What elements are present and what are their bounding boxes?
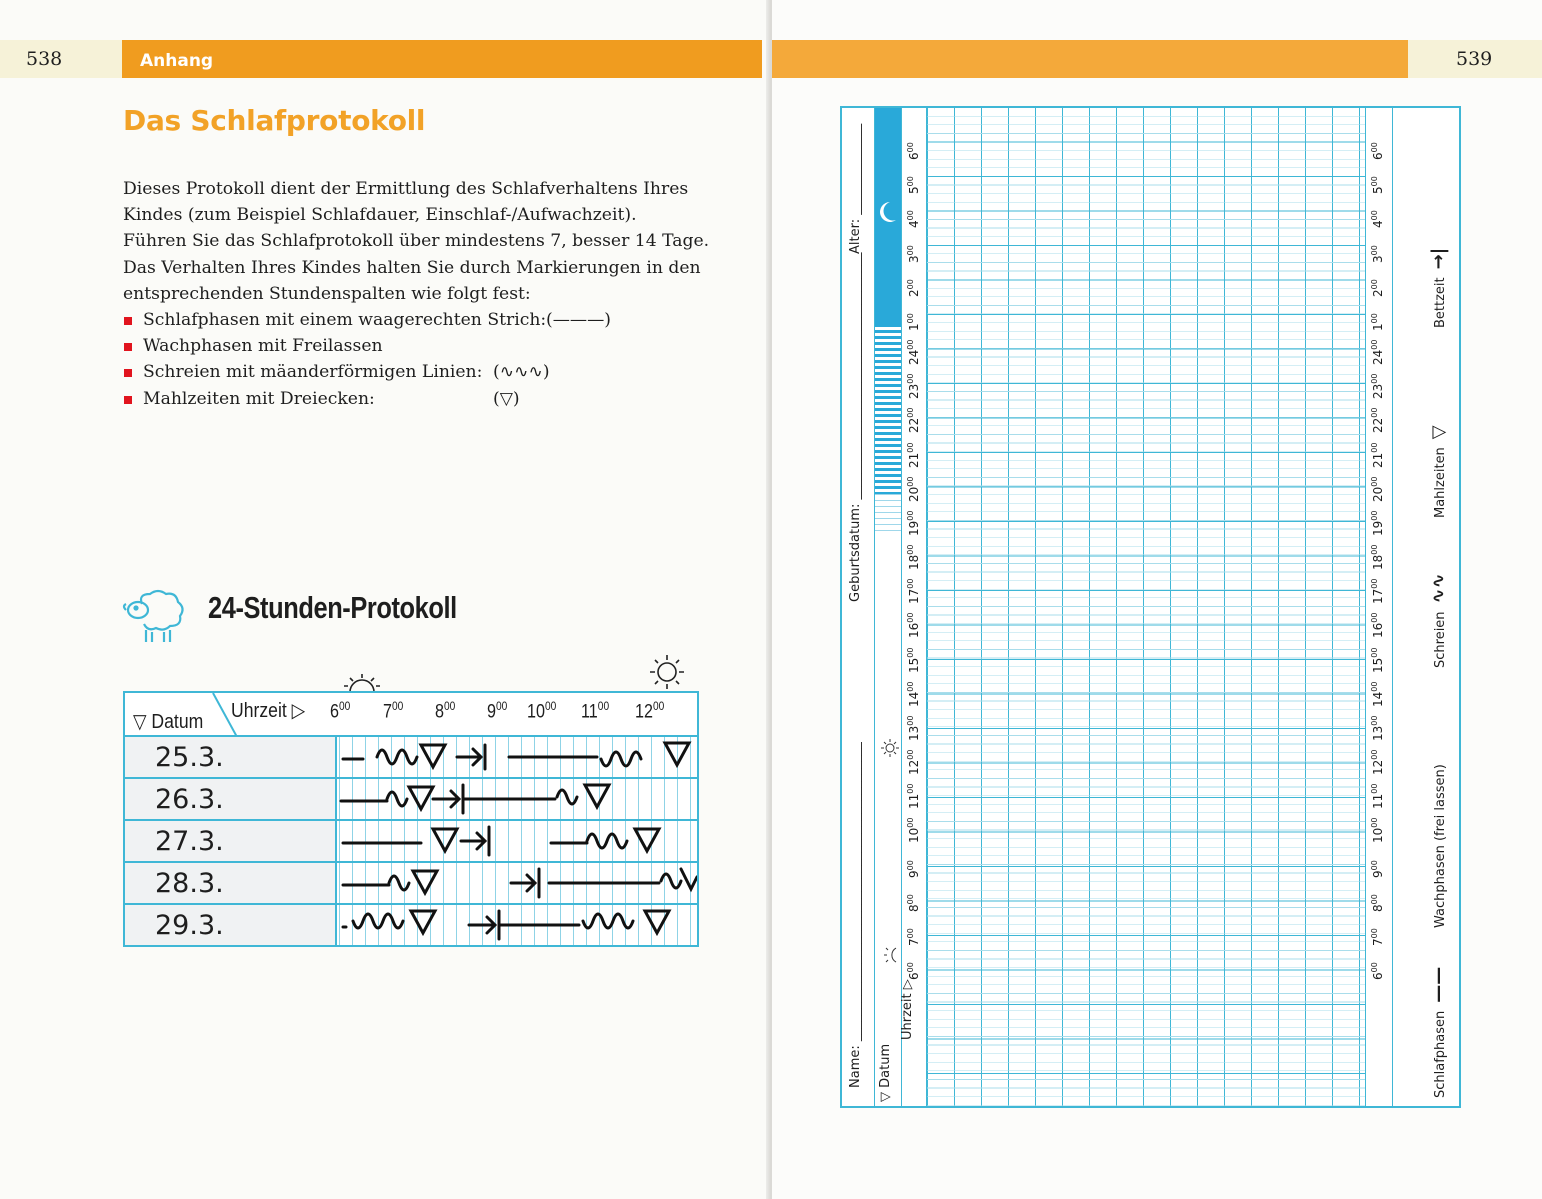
moon-icon [878,200,898,224]
hour-tick-label: $8^{00}$ [1370,893,1385,912]
hour-tick-label: $12^{00}$ [906,749,921,775]
hour-tick-label: $13^{00}$ [906,715,921,741]
handwritten-marks [339,737,697,777]
legend-item: Mahlzeiten▽ [1428,425,1449,518]
intro-line: Das Verhalten Ihres Kindes halten Sie durch Markierungen in den [123,257,701,278]
hour-tick-label: $11^{00}$ [1370,783,1385,810]
date-header: ▽ Datum [133,711,204,733]
hour-tick-label: $24^{00}$ [1370,339,1385,365]
hour-tick-label: $5^{00}$ [906,176,921,195]
entry-grid [927,108,1365,1106]
handwritten-marks [339,779,697,819]
hour-label: $7^{00}$ [383,699,404,723]
hour-tick-label: $9^{00}$ [906,859,921,878]
hour-tick-label: $15^{00}$ [1370,647,1385,673]
handwritten-marks [339,821,697,861]
page-title: Das Schlafprotokoll [123,104,426,137]
hour-tick-label: $4^{00}$ [906,210,921,229]
hour-tick-label: $23^{00}$ [1370,373,1385,400]
hour-tick-label: $2^{00}$ [1370,278,1385,297]
hour-tick-label: $22^{00}$ [906,407,921,434]
blank-protocol-sheet [840,106,1461,1108]
date-cell: 29.3. [125,905,337,945]
time-header: Uhrzeit ▷ [231,700,306,722]
hour-tick-label: $9^{00}$ [1370,859,1385,878]
hour-label: $10^{00}$ [527,699,557,723]
bullet-square-icon [124,369,132,377]
intro-line: Führen Sie das Schlafprotokoll über mindestens 7, besser 14 Tage. [123,231,710,252]
hour-tick-label: $6^{00}$ [906,962,921,980]
table-row [125,819,697,861]
date-cell: 28.3. [125,863,337,903]
hour-tick-label: $6^{00}$ [906,142,921,160]
section-label: Anhang [140,51,214,71]
legend-item: Schlafphasen—— [1428,966,1449,1098]
page-number: 539 [1456,48,1493,70]
name-label: Name: ______________________________________________ [848,742,863,1088]
legend-item: Bettzeit→| [1428,247,1449,328]
hour-tick-label: $23^{00}$ [906,373,921,400]
hour-tick-label: $5^{00}$ [1370,176,1385,195]
hour-tick-label: $3^{00}$ [1370,244,1385,263]
table-row [125,861,697,903]
table-row [125,903,697,945]
hour-label: $12^{00}$ [635,699,665,723]
dusk-bar [875,494,901,534]
hour-tick-label: $17^{00}$ [906,578,921,605]
sun-icon [880,738,900,758]
bullet-item: Schlafphasen mit einem waagerechten Strich: (———) [123,307,723,333]
bullet-item: Mahlzeiten mit Dreiecken: (▽) [123,386,723,412]
hour-tick-label: $18^{00}$ [906,544,921,570]
hour-tick-label: $14^{00}$ [1370,681,1385,707]
symbol-wave: (∿∿∿) [493,362,550,383]
hour-label: $9^{00}$ [487,699,508,723]
intro-line: Kindes (zum Beispiel Schlafdauer, Einschlaf-/Aufwachzeit). [123,205,637,226]
table-row [125,777,697,819]
hour-label: $11^{00}$ [581,699,610,723]
bullet-item: Schreien mit mäanderförmigen Linien: (∿∿∿) [123,359,723,385]
hour-tick-label: $2^{00}$ [906,278,921,297]
age-label: Alter: ______________ [848,123,863,254]
sun-icon [882,944,898,964]
hour-tick-label: $11^{00}$ [906,783,921,810]
hour-tick-label: $19^{00}$ [1370,510,1385,536]
legend-item: Schreien∿∿ [1428,573,1449,668]
sheep-icon [120,582,190,652]
hour-tick-label: $22^{00}$ [1370,407,1385,434]
handwritten-marks [339,905,697,945]
symbol-triangle: (▽) [493,388,520,409]
page-number: 538 [26,48,63,70]
hour-tick-label: $8^{00}$ [906,893,921,912]
evening-bar [875,324,901,494]
table-header [125,693,697,737]
hour-tick-label: $7^{00}$ [1370,928,1385,946]
hour-tick-label: $10^{00}$ [906,817,921,844]
hour-tick-label: $16^{00}$ [906,612,921,639]
hour-label: $6^{00}$ [330,699,351,723]
intro-line: entsprechenden Stundenspalten wie folgt fest: [123,283,531,304]
hour-tick-label: $21^{00}$ [906,442,921,468]
hour-tick-label: $6^{00}$ [1370,142,1385,160]
datum-label: ▽ Datum [878,1043,893,1102]
legend-item: Wachphasen (frei lassen) [1433,764,1448,928]
table-row [125,735,697,777]
subtitle: 24-Stunden-Protokoll [208,590,457,625]
bullet-item: Wachphasen mit Freilassen [123,333,723,359]
hour-tick-label: $3^{00}$ [906,244,921,263]
hour-tick-label: $13^{00}$ [1370,715,1385,741]
hour-tick-label: $18^{00}$ [1370,544,1385,570]
hour-tick-label: $17^{00}$ [1370,578,1385,605]
hour-tick-label: $10^{00}$ [1370,817,1385,844]
right-page [772,0,1542,1199]
header-bar [772,40,1408,78]
intro-line: Dieses Protokoll dient der Ermittlung des Schlafverhaltens Ihres [123,179,689,199]
date-cell: 27.3. [125,821,337,861]
sun-icon [647,653,687,691]
hour-tick-label: $19^{00}$ [906,510,921,536]
hour-tick-label: $4^{00}$ [1370,210,1385,229]
hour-tick-label: $1^{00}$ [1370,313,1385,331]
hour-tick-label: $14^{00}$ [906,681,921,707]
bullet-square-icon [124,343,132,351]
bullet-square-icon [124,317,132,325]
date-cell: 25.3. [125,737,337,777]
hour-tick-label: $20^{00}$ [1370,476,1385,502]
left-page [0,0,770,1199]
date-cell: 26.3. [125,779,337,819]
handwritten-marks [339,863,697,903]
intro-text [123,176,723,412]
hour-tick-label: $6^{00}$ [1370,962,1385,980]
example-protocol-table [123,691,699,947]
hour-tick-label: $21^{00}$ [1370,442,1385,468]
hour-label: $8^{00}$ [435,699,456,723]
hour-tick-label: $7^{00}$ [906,928,921,946]
bullet-square-icon [124,396,132,404]
symbol-line: (———) [546,310,611,331]
hour-tick-label: $1^{00}$ [906,313,921,331]
section-tab [122,40,762,78]
hour-tick-label: $15^{00}$ [906,647,921,673]
uhrzeit-label: Uhrzeit ▷ [900,979,915,1040]
hour-tick-label: $20^{00}$ [906,476,921,502]
birth-label: Geburtsdatum: ______________________________________ [848,252,863,602]
bullet-list [123,307,723,412]
hour-tick-label: $24^{00}$ [906,339,921,365]
hour-tick-label: $16^{00}$ [1370,612,1385,639]
hour-tick-label: $12^{00}$ [1370,749,1385,775]
